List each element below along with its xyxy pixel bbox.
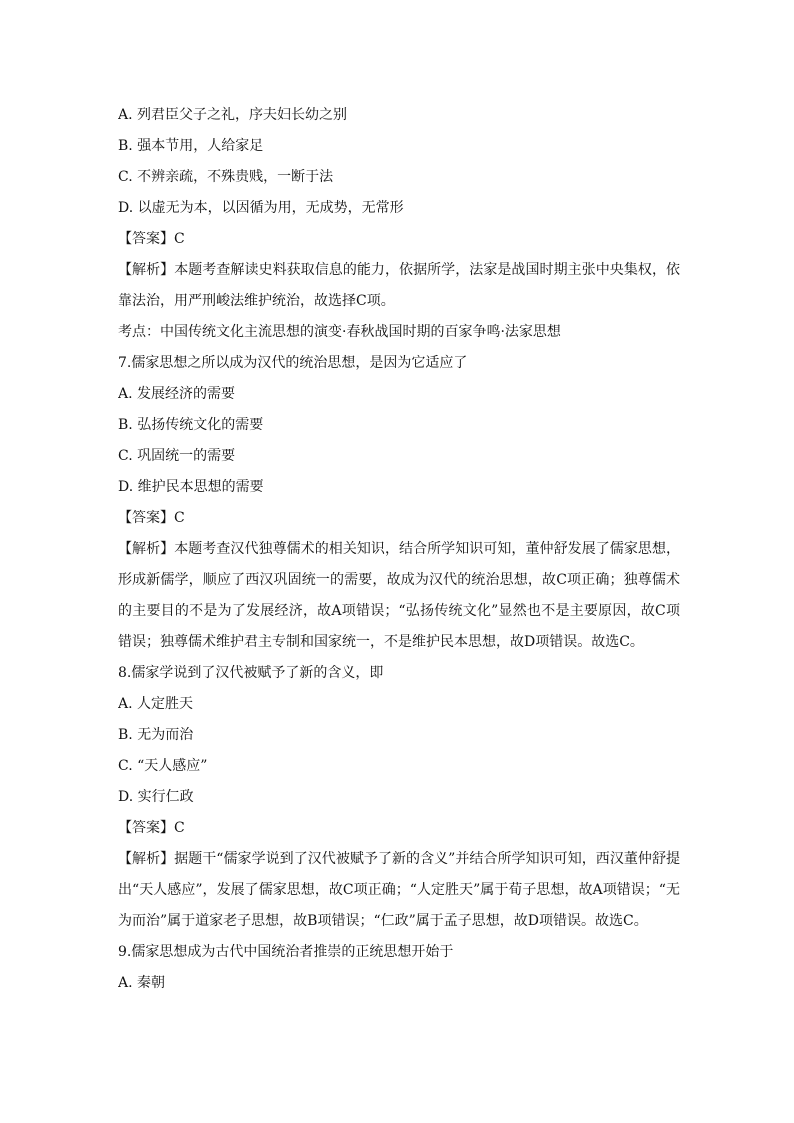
- q7-question: 7.儒家思想之所以成为汉代的统治思想，是因为它适应了: [118, 355, 468, 371]
- q6-analysis: 【解析】本题考查解读史料获取信息的能力，依据所学，法家是战国时期主张中央集权，依靠法治，用严刑峻法维护统治，故选择C项。: [118, 262, 680, 309]
- q6-option-a: A. 列君臣父子之礼，序夫妇长幼之别: [118, 107, 348, 123]
- document-page: [118, 100, 680, 999]
- q6-option-d: D. 以虚无为本，以因循为用，无成势，无常形: [118, 200, 404, 216]
- q9-option-a: A. 秦朝: [118, 975, 166, 991]
- q8-option-b: B. 无为而治: [118, 727, 194, 743]
- q8-question: 8.儒家学说到了汉代被赋予了新的含义，即: [118, 665, 384, 681]
- q7-analysis: 【解析】本题考查汉代独尊儒术的相关知识，结合所学知识可知，董仲舒发展了儒家思想，形成新儒学，顺应了西汉巩固统一的需要，故成为汉代的统治思想，故C项正确；独尊儒术的主要目的不是为了发展经济，故A项错误；“弘扬传统文化”显然也不是主要原因，故C项错误；独尊儒术维护君主专制和国家统一，不是维护民本思想，故D项错误。故选C。: [118, 541, 680, 650]
- q6-kaodian: 考点：中国传统文化主流思想的演变·春秋战国时期的百家争鸣·法家思想: [118, 324, 561, 340]
- q8-option-a: A. 人定胜天: [118, 696, 194, 712]
- q8-analysis: 【解析】据题干“儒家学说到了汉代被赋予了新的含义”并结合所学知识可知，西汉董仲舒提出“天人感应”，发展了儒家思想，故C项正确；“人定胜天”属于荀子思想，故A项错误；“无为而治”属于道家老子思想，故B项错误；“仁政”属于孟子思想，故D项错误。故选C。: [118, 851, 680, 929]
- q7-option-a: A. 发展经济的需要: [118, 386, 236, 402]
- q6-option-b: B. 强本节用，人给家足: [118, 138, 264, 154]
- q8-option-c: C. “天人感应”: [118, 758, 208, 774]
- q7-option-c: C. 巩固统一的需要: [118, 448, 236, 464]
- q8-answer: 【答案】C: [118, 820, 185, 836]
- q8-option-d: D. 实行仁政: [118, 789, 194, 805]
- q7-option-d: D. 维护民本思想的需要: [118, 479, 264, 495]
- q9-question: 9.儒家思想成为古代中国统治者推崇的正统思想开始于: [118, 944, 454, 960]
- q7-option-b: B. 弘扬传统文化的需要: [118, 417, 264, 433]
- q7-answer: 【答案】C: [118, 510, 185, 526]
- q6-option-c: C. 不辨亲疏，不殊贵贱，一断于法: [118, 169, 334, 185]
- q6-answer: 【答案】C: [118, 231, 185, 247]
